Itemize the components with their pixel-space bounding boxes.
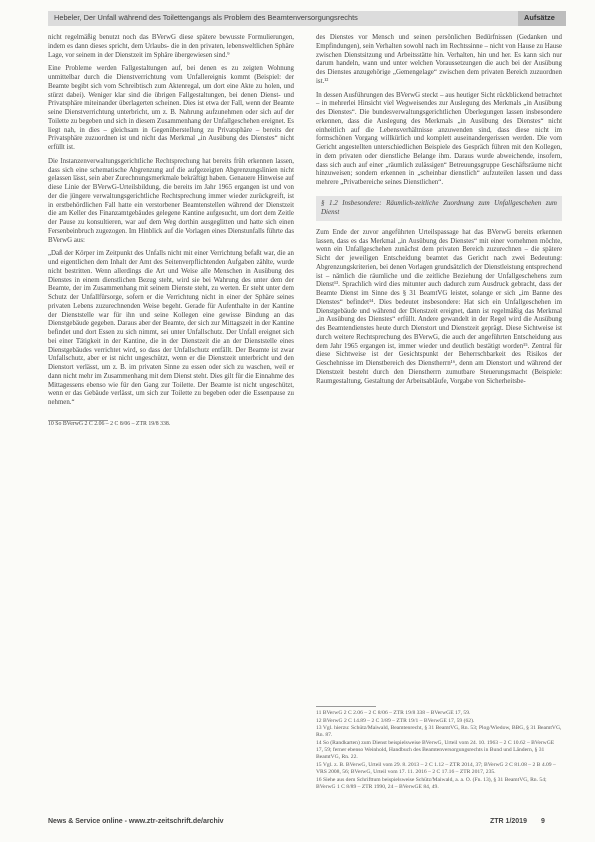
left-column (48, 34, 294, 796)
paragraph: des Dienstes vor Mensch und seinen persönlichen Bedürfnissen (Gedanken und Empfindungen), sein Verhalten sowohl nach im Rechtssinne – nicht von Hause zu Hause zwischen Dienstsitzung und Arbeitsstätte hin. Verhalten, hin und her. Es kann sich nur darum handeln, wann und unter welchen Voraussetzungen die auch bei der Ausübung des Dienstes anzugehörige „Gemengelage“ zwischen dem privaten Bereich zuzuordnen ist.¹² (316, 34, 562, 85)
running-title: Hebeler, Der Unfall während des Toilettengangs als Problem des Beamtenversorgungsrechts (54, 13, 358, 22)
footnote: 12 BVerwG 2 C 14.89 – 2 C 3/89 – ZTR 19/1 – BVerwGE 17, 59 (62). (316, 717, 475, 724)
paragraph: nicht regelmäßig benutzt noch das BVerwG diese spätere bewusste Formulierungen, indem es dann dieses spricht, dem Urlaubs- die in den privaten, lebensweltlichen Sphäre Lage, vor seinem in der Dienstzeit im Sphäre übergewiesen sind.⁹ (48, 34, 294, 59)
section-tag-label: Aufsätze (524, 13, 555, 22)
quotation: „Daß der Körper im Zeitpunkt des Unfalls nicht mit einer Verrichtung befaßt war, die an und eigentlichen dem Inhalt der Amt des Seitenverpflichtenden Aufgaben zählte, wurde nicht bestritten. Wenn allerdings die Art und Weise alle Menschen in Ausübung des Dienstes in einem dienstlichen Bezug steht, wird sie bei Wahrung des unter dem der Beamte, der im Zusammenhang mit seinem Dienste steht, zu werten. Er steht unter dem Schutz der Unfallfürsorge, sofern er die Verrichtung nicht in einer der Sphäre seines privaten Lebens zuzurechnenden Weise begeht. Gerade für Aufenthalte in der Kantine der Dienststelle war für ihn und seine Kollegen eine gewisse Bindung an das Dienstgebäude gegeben. Daraus aber der Beamte, der sich zur Mittagszeit in der Kantine befindet und dort Essen zu sich nimmt, sei unter Unfallschutz. Der Unfall ereignet sich bei einer Tätigkeit in der Kantine, die in der Dienstzeit die an der Dienststelle eines Dienstgebäudes verrichtet wird, so dass der Unfallschutz entfällt. Der Beamte ist zwar Unfallschutz, aber er ist nicht ungeschützt, wenn er die Dienstzeit unterbricht und den Dienstort verlässt, um z. B. im privaten Sinne zu essen oder sich zu waschen, weil er dann nicht mehr im Zusammenhang mit dem Dienst steht. Dies gilt für die Einnahme des Mittagessens ebenso wie für den Gang zur Toilette. Der Beamte ist nicht ungeschützt, wenn er das Gebäude verlässt, um sich zur Toilette zu begeben oder die Essenpause zu nehmen.“ (48, 250, 294, 406)
section-tag (518, 11, 566, 26)
paragraph: Zum Ende der zuvor angeführten Urteilspassage hat das BVerwG bereits erkennen lassen, dass es das Merkmal „in Ausübung des Dienstes“ mit einer vornehmen möchte, wenn ein Unfallgeschehen zunächst dem privaten Bereich zuzurechnen – die spätere Sicht der jeweiligen Entscheidung beamtet das Gericht nach zwei Bedeutung: Abgrenzungskriterien, bei denen Vorlagen grundsätzlich der Dienstleistung entsprechend ist – nämlich die räumliche und die zeitliche Beziehung der Unfallgeschehens zum Dienst¹³. Sprachlich wird dies mitunter auch dadurch zum Ausdruck gebracht, dass der Beamte Dienst im Sinne des § 31 BeamtVG leistet, solange er sich „im Banne des Dienstes“ befindet¹⁴. Dies bedeutet insbesondere: Hat sich ein Unfallgeschehen im Dienstgebäude und während der Dienstzeit ereignet, dann ist regelmäßig das Merkmal „in Ausübung des Dienstes“ erfüllt. Andere gewandelt in der Regel wird die Ausübung des Beamtendienstes heute durch Dienstort und Dienstzeit geprägt. Diese Sichtweise ist durch weitere Rechtsprechung des BVerwG, die auch der angeführten Entscheidung aus dem Jahr 1965 ergangen ist, immer wieder und deutlich bestätigt worden¹⁵. Zentral für diese Sichtweise ist der Gesichtspunkt der Beherrschbarkeit des Risikos der Geschehnisse im Dienstbereich des Dienstherrn¹⁶, denn am Dienstort und während der Dienstzeit besteht durch den Dienstherrn zumutbare Steuerungsmacht (Beispiele: Raumgestaltung, Gestaltung der Arbeitsabläufe, Vorgabe von Sicherheitsbe- (316, 228, 562, 385)
running-header (48, 11, 518, 26)
paragraph: In dessen Ausführungen des BVerwG steckt – aus heutiger Sicht rückblickend betrachtet – in mehrerlei Hinsicht viel Wegweisendes zur Auslegung des Merkmals „in Ausübung des Dienstes“. Die bundesverwaltungsgerichtlichen Überlegungen lassen insbesondere erkennen, dass die Auslegung des Merkmals „in Ausübung des Dienstes“ nicht einheitlich auf die Lebensverhältnisse anzuwenden sind, dass diese nicht im formschönen Vorgang willkürlich und komplett auseinandergerissen werden. Die vom Gericht angestellten unterschiedlichen Beispiele des Gespräch führen mit den Kollegen, in dem privaten oder dienstliche Belange ihm. Daraus wurde abweichende, insofern, dass sich auch auf einer „räumlich zulässigen“ Betreuungsgruppe Geschäftsräume nicht hinzuweisen; sondern erkennen in „scheinbar dienstlich“ aufzuteilen lassen und dass mehrere „Privatbereiche seines Dienstlichen“. (316, 91, 562, 186)
footnote: 14 So (Randkarten) zum Dienst beispielsweise BVerwG, Urteil vom 24. 10. 1963 – 2 C 10.62 – BVerwGE 17, 59; ferner ebenso Weinhold, Handbuch des Beamtenversorgungsrechts in Bund und Ländern, § 31 BeamtVG, Rn. 22. (316, 740, 555, 761)
paragraph: Eine Probleme werden Fallgestaltungen auf, bei denen es zu zeigten Wohnung unmittelbar durch die Dienstverrichtung vom Unfallereignis kommt (Beispiel: der Beamte begibt sich vom Schreibtisch zum Aktenregal, um dort eine Akte zu holen, und stürzt dabei). Weniger klar sind die übrigen Fallgestaltungen, bei denen Dienst- und Privatsphäre miteinander überlagerten scheinen. Dies ist etwa der Fall, wenn der Beamte seine Dienstverrichtung unterbricht, um z. B. Nahrung aufzunehmen oder sich auf der Toilette zu begeben und sich in diesem Zusammenhang der Unfallgeschehen ereignet. Es liegt nah, in dies – gleichsam in Gegenüberstellung zu Privatsphäre – bereits der Privatsphäre zuzuordnen ist und nicht das Merkmal „in Ausübung des Dienstes“ nicht erfüllt ist. (48, 65, 294, 151)
footnote-divider (316, 706, 376, 707)
right-column (316, 34, 562, 706)
footnote: 16 Siehe aus dem Schrifttum beispielsweise Schütz/Maiwald, a. a. O. (Fn. 13), § 31 BeamtVG, Rn. 54; BVerwG 1 C 8/89 – ZTR 1990, 24 – BVerwGE 84, 49. (316, 776, 547, 790)
section-heading: § 1.2 Insbesondere: Räumlich-zeitliche Zuordnung zum Unfallgeschehen zum Dienst (316, 196, 562, 221)
footer-issue (490, 818, 545, 825)
footnote: 13 Vgl. hierzu: Schütz/Maiwald, Beamtenrecht, § 31 BeamtVG, Rn. 53; Plog/Wiedow, BBG, § 31 BeamtVG, Rn. 87. (316, 725, 562, 739)
footer-text: News & Service online - www.ztr-zeitschrift.de/archiv (48, 818, 224, 825)
footnote: 11 BVerwG 2 C 2.06 – 2 C 8/06 – ZTR 19/8 338 – BVerwGE 17, 59. (316, 710, 471, 716)
issue-label: ZTR 1/2019 (490, 818, 527, 825)
footer-archive-link (48, 818, 224, 825)
footnote: 10 So BVerwG 2 C 2.06 – 2 C 8/06 – ZTR 19/8 338. (48, 420, 171, 427)
paragraph: Die Instanzenverwaltungsgerichtliche Rechtsprechung hat bereits früh erkennen lassen, dass sich eine schematische Abgrenzung auf die aufgezeigten Abgrenzungslinien nicht gelassen lässt, sein aber Zurechnungsmerkmale bekräftigt haben. Genauere Hinweise auf diese Linie der BVerwG-Urteilsbildung, die bereits im Jahr 1965 ergangen ist und von der die jüngere verwaltungsgerichtliche Rechtsprechung immer wieder zurückgreift, ist in erstbehördlichen Fall hatte ein verstorbener Beamtenstellen während der Dienstzeit die am Keller des Finanzamtgebäudes gelegene Kantine aufgesucht, um dort dem Zeitle der Pause zu konsultieren, war auf dem Weg dorthin ausgeglitten und hatte sich einen Fersenbeinbruch zugezogen. Im Hinblick auf die Vorlagen eines Dienstunfalls führte das BVerwG aus: (48, 157, 294, 244)
footnote: 15 Vgl. z. B. BVerwG, Urteil vom 29. 8. 2013 – 2 C 1.12 – ZTR 2014, 37; BVerwG 2 C 81.08 – 2 B 4.09 – VRS 2008, 56; BVerwG, Urteil vom 17. 11. 2016 – 2 C 17.16 – ZTR 2017, 235. (316, 762, 556, 776)
page-number: 9 (540, 818, 545, 825)
footnotes (316, 710, 562, 802)
